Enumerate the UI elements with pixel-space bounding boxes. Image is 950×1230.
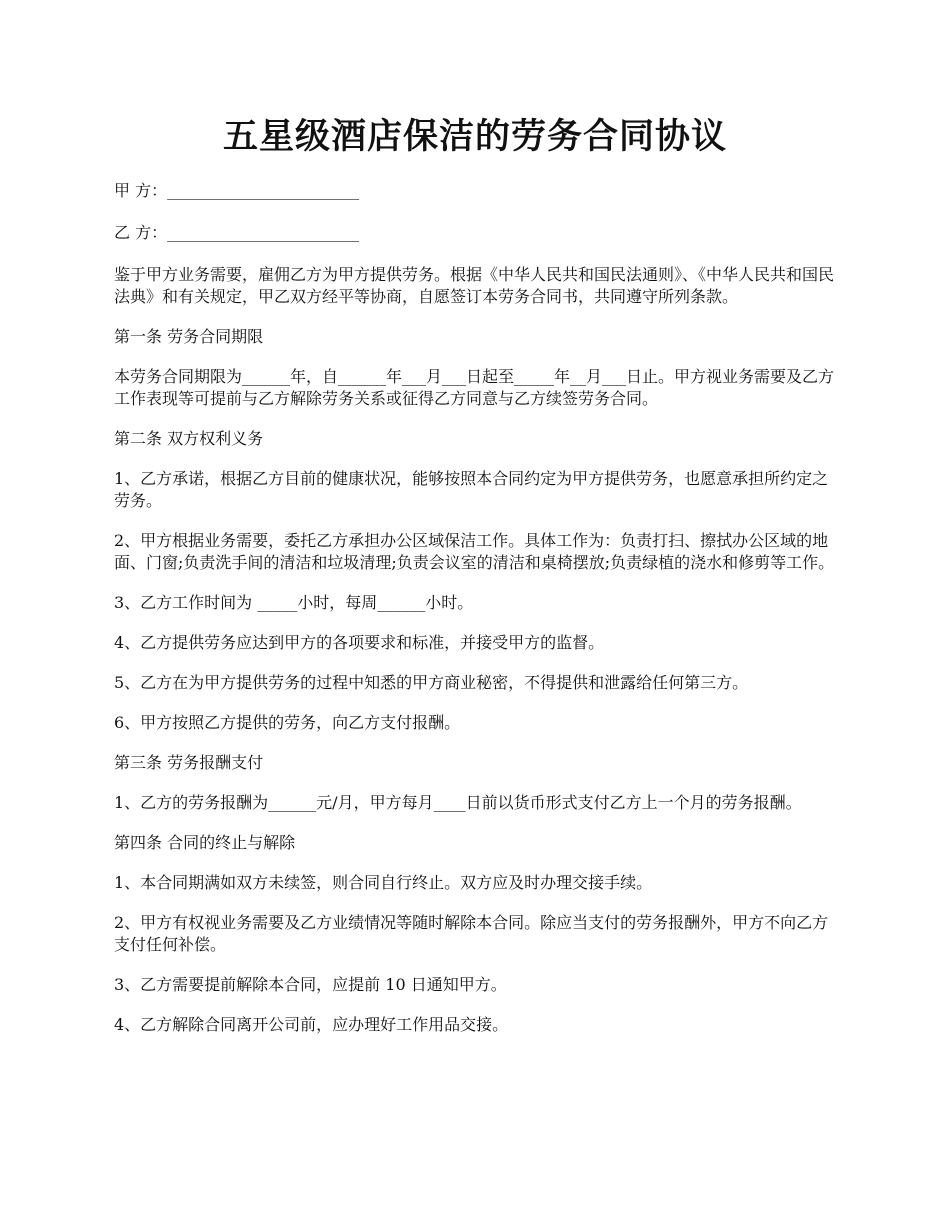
party-b-line: 乙 方：________________________ [114,223,360,242]
article-3-clause-1: 1、乙方的劳务报酬为______元/月，甲方每月____日前以货币形式支付乙方上一个月的劳务报酬。 [114,793,802,812]
article-2-clause-6: 6、甲方按照乙方提供的劳务，向乙方支付报酬。 [114,713,461,732]
article-2-clause-4: 4、乙方提供劳务应达到甲方的各项要求和标准，并接受甲方的监督。 [114,633,605,652]
document-title: 五星级酒店保洁的劳务合同协议 [222,116,727,157]
article-2-clause-5: 5、乙方在为甲方提供劳务的过程中知悉的甲方商业秘密，不得提供和泄露给任何第三方。 [114,673,749,692]
article-1-clause-1: 本劳务合同期限为______年，自______年___月___日起至_____年__月___日止。甲方视业务需要及乙方工作表现等可提前与乙方解除劳务关系或征得乙方同意与乙方续签劳务合同。 [114,367,835,408]
article-4-clause-4: 4、乙方解除合同离开公司前，应办理好工作用品交接。 [114,1015,509,1034]
article-4-heading: 第四条 合同的终止与解除 [114,833,296,852]
article-2-heading: 第二条 双方权利义务 [114,429,264,448]
article-2-clause-3: 3、乙方工作时间为 _____小时，每周______小时。 [114,593,474,612]
article-2-clause-2: 2、甲方根据业务需要，委托乙方承担办公区域保洁工作。具体工作为：负责打扫、擦拭办公区域的地面、门窗;负责洗手间的清洁和垃圾清理;负责会议室的清洁和桌椅摆放;负责绿植的浇水和修剪等工作。 [114,531,835,572]
article-3-heading: 第三条 劳务报酬支付 [114,753,264,772]
document-body [114,180,844,1054]
article-4-clause-3: 3、乙方需要提前解除本合同，应提前 10 日通知甲方。 [114,975,507,994]
article-1-heading: 第一条 劳务合同期限 [114,327,264,346]
preamble-paragraph: 鉴于甲方业务需要，雇佣乙方为甲方提供劳务。根据《中华人民共和国民法通则》、《中华人民共和国民法典》和有关规定，甲乙双方经平等协商，自愿签订本劳务合同书，共同遵守所列条款。 [114,265,835,306]
article-2-clause-1: 1、乙方承诺，根据乙方目前的健康状况，能够按照本合同约定为甲方提供劳务，也愿意承担所约定之劳务。 [114,469,829,510]
article-4-clause-1: 1、本合同期满如双方未续签，则合同自行终止。双方应及时办理交接手续。 [114,873,653,892]
article-4-clause-2: 2、甲方有权视业务需要及乙方业绩情况等随时解除本合同。除应当支付的劳务报酬外，甲方不向乙方支付任何补偿。 [114,913,829,954]
party-a-line: 甲 方：________________________ [114,181,360,200]
